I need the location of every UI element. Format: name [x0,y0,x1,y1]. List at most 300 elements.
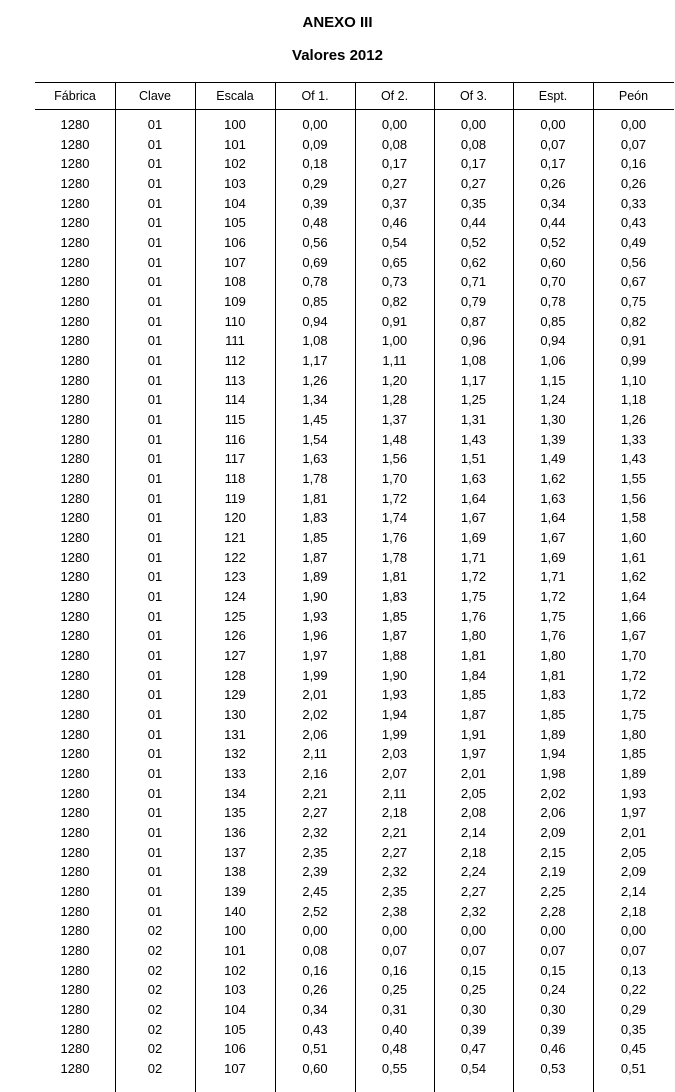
cell-of3: 2,32 [460,903,487,919]
cell-peon: 0,00 [620,923,647,939]
cell-espt: 0,85 [540,313,566,329]
cell-of3: 1,87 [460,707,487,723]
cell-peon: 1,72 [620,687,647,703]
cell-fabrica: 1280 [60,136,90,152]
cell-fabrica: 1280 [60,903,90,919]
cell-clave: 01 [147,707,163,723]
cell-escala: 103 [224,176,246,191]
cell-escala: 135 [224,805,246,821]
cell-of3: 0,00 [460,923,487,939]
cell-peon: 0,00 [620,117,647,132]
cell-fabrica: 1280 [60,864,90,880]
cell-escala: 100 [224,117,246,132]
cell-fabrica: 1280 [60,451,90,467]
cell-of3: 1,75 [460,589,487,605]
cell-peon: 0,35 [620,1021,647,1037]
cell-clave: 01 [147,392,163,408]
cell-fabrica: 1280 [60,726,90,742]
cell-escala: 130 [224,707,246,723]
cell-of2: 1,83 [381,589,408,605]
cell-fabrica: 1280 [60,1021,90,1037]
cell-of3: 2,01 [460,766,487,782]
cell-of3: 0,62 [460,254,487,270]
cell-clave: 01 [147,510,163,526]
cell-peon: 1,55 [620,471,647,487]
cell-of2: 0,82 [381,294,408,310]
cell-fabrica: 1280 [60,313,90,329]
cell-of1: 1,99 [302,667,328,683]
cell-of3: 1,67 [460,510,487,526]
cell-escala: 110 [224,313,246,329]
cell-escala: 100 [224,923,246,939]
cell-fabrica: 1280 [60,648,90,664]
cell-fabrica: 1280 [60,274,90,290]
cell-of2: 0,08 [381,136,408,152]
cell-fabrica: 1280 [60,982,90,998]
document-title: ANEXO III [302,14,373,31]
cell-of2: 1,56 [381,451,408,467]
cell-espt: 0,44 [540,215,566,231]
column-divider [593,82,594,1092]
cell-of3: 1,63 [460,471,487,487]
cell-espt: 0,39 [540,1021,566,1037]
cell-peon: 1,75 [620,707,647,723]
cell-escala: 115 [224,412,246,428]
header-of1: Of 1. [301,89,329,103]
cell-clave: 01 [147,215,163,231]
cell-fabrica: 1280 [60,117,90,132]
cell-clave: 01 [147,589,163,605]
cell-clave: 02 [147,1061,163,1077]
header-clave: Clave [139,89,171,103]
cell-peon: 1,93 [620,785,647,801]
cell-peon: 1,43 [620,451,647,467]
cell-of3: 0,79 [460,294,487,310]
column-divider [513,82,514,1092]
cell-of1: 0,29 [302,176,328,191]
cell-espt: 2,28 [540,903,566,919]
cell-of3: 0,30 [460,1002,487,1018]
cell-espt: 0,46 [540,1041,566,1057]
cell-of1: 0,08 [302,943,328,959]
cell-espt: 1,49 [540,451,566,467]
cell-fabrica: 1280 [60,549,90,565]
cell-of2: 1,81 [381,569,408,585]
cell-espt: 1,81 [540,667,566,683]
cell-peon: 0,82 [620,313,647,329]
cell-espt: 1,39 [540,431,566,447]
cell-peon: 1,62 [620,569,647,585]
cell-peon: 1,70 [620,648,647,664]
cell-of3: 1,31 [460,412,487,428]
cell-escala: 136 [224,825,246,841]
cell-of2: 1,74 [381,510,408,526]
cell-of2: 1,87 [381,628,408,644]
cell-escala: 123 [224,569,246,585]
cell-peon: 2,05 [620,844,647,860]
column-divider [275,82,276,1092]
cell-of2: 0,91 [381,313,408,329]
cell-of3: 0,54 [460,1061,487,1077]
column-divider [434,82,435,1092]
cell-of1: 0,39 [302,195,328,211]
cell-clave: 01 [147,766,163,782]
cell-of3: 1,25 [460,392,487,408]
cell-peon: 0,45 [620,1041,647,1057]
cell-escala: 101 [224,943,246,959]
cell-of1: 0,18 [302,156,328,172]
header-of2: Of 2. [380,89,409,103]
cell-of2: 0,16 [381,962,408,978]
cell-clave: 01 [147,274,163,290]
cell-peon: 1,67 [620,628,647,644]
cell-of2: 1,94 [381,707,408,723]
cell-of2: 2,35 [381,884,408,900]
cell-of1: 0,16 [302,962,328,978]
cell-escala: 102 [224,156,246,172]
cell-of3: 1,91 [460,726,487,742]
cell-of1: 1,83 [302,510,328,526]
cell-peon: 0,67 [620,274,647,290]
cell-escala: 134 [224,785,246,801]
cell-espt: 2,02 [540,785,566,801]
cell-of3: 2,18 [460,844,487,860]
cell-peon: 0,07 [620,136,647,152]
cell-fabrica: 1280 [60,176,90,191]
cell-of1: 2,21 [302,785,328,801]
cell-of1: 2,02 [302,707,328,723]
cell-of1: 2,32 [302,825,328,841]
cell-espt: 0,94 [540,333,566,349]
header-escala: Escala [216,89,254,103]
cell-espt: 0,70 [540,274,566,290]
cell-of2: 0,00 [381,117,408,132]
cell-fabrica: 1280 [60,746,90,762]
cell-clave: 01 [147,746,163,762]
cell-escala: 104 [224,195,246,211]
cell-of2: 1,00 [381,333,408,349]
cell-of2: 0,54 [381,235,408,251]
cell-of2: 0,25 [381,982,408,998]
cell-of3: 1,81 [460,648,487,664]
cell-fabrica: 1280 [60,294,90,310]
cell-fabrica: 1280 [60,785,90,801]
header-of3: Of 3. [459,89,488,103]
cell-fabrica: 1280 [60,608,90,624]
cell-escala: 107 [224,1061,246,1077]
cell-peon: 1,97 [620,805,647,821]
cell-of2: 2,03 [381,746,408,762]
cell-escala: 101 [224,136,246,152]
cell-peon: 0,29 [620,1002,647,1018]
cell-peon: 1,89 [620,766,647,782]
cell-clave: 01 [147,117,163,132]
cell-of2: 2,21 [381,825,408,841]
cell-peon: 0,16 [620,156,647,172]
cell-of2: 0,17 [381,156,408,172]
cell-of3: 0,87 [460,313,487,329]
cell-espt: 1,85 [540,707,566,723]
cell-fabrica: 1280 [60,510,90,526]
cell-of2: 1,88 [381,648,408,664]
cell-escala: 120 [224,510,246,526]
cell-clave: 01 [147,884,163,900]
cell-of1: 2,45 [302,884,328,900]
cell-fabrica: 1280 [60,825,90,841]
cell-of1: 0,78 [302,274,328,290]
cell-clave: 01 [147,313,163,329]
cell-escala: 125 [224,608,246,624]
cell-of2: 1,28 [381,392,408,408]
cell-of3: 1,71 [460,549,487,565]
cell-fabrica: 1280 [60,687,90,703]
cell-espt: 1,71 [540,569,566,585]
cell-escala: 128 [224,667,246,683]
cell-of2: 0,40 [381,1021,408,1037]
cell-of1: 1,85 [302,530,328,546]
cell-escala: 140 [224,903,246,919]
cell-peon: 0,07 [620,943,647,959]
cell-clave: 02 [147,1002,163,1018]
cell-espt: 1,63 [540,490,566,506]
cell-espt: 2,15 [540,844,566,860]
cell-escala: 106 [224,1041,246,1057]
cell-escala: 114 [224,392,246,408]
cell-fabrica: 1280 [60,490,90,506]
cell-escala: 133 [224,766,246,782]
cell-of2: 0,07 [381,943,408,959]
cell-of2: 2,11 [382,785,407,801]
cell-peon: 1,64 [620,589,647,605]
cell-escala: 127 [224,648,246,664]
cell-of3: 0,47 [460,1041,487,1057]
cell-of3: 1,97 [460,746,487,762]
cell-espt: 0,53 [540,1061,566,1077]
header-fabrica: Fábrica [54,89,96,103]
cell-fabrica: 1280 [60,235,90,251]
cell-peon: 1,66 [620,608,647,624]
cell-of3: 0,35 [460,195,487,211]
cell-of1: 0,94 [302,313,328,329]
cell-of2: 1,78 [381,549,408,565]
cell-of2: 1,70 [381,471,408,487]
cell-of1: 0,34 [302,1002,328,1018]
cell-espt: 1,80 [540,648,566,664]
cell-of1: 1,63 [302,451,328,467]
cell-peon: 0,33 [620,195,647,211]
cell-of1: 1,78 [302,471,328,487]
cell-escala: 106 [224,235,246,251]
cell-of2: 1,93 [381,687,408,703]
cell-of1: 1,81 [302,490,328,506]
header-espt: Espt. [538,89,568,103]
cell-of1: 2,52 [302,903,328,919]
cell-escala: 109 [224,294,246,310]
cell-clave: 02 [147,982,163,998]
cell-of1: 2,01 [302,687,328,703]
cell-peon: 1,61 [620,549,647,565]
cell-espt: 0,07 [540,943,566,959]
cell-fabrica: 1280 [60,156,90,172]
cell-of3: 1,72 [460,569,487,585]
document-subtitle: Valores 2012 [292,47,383,64]
cell-clave: 02 [147,962,163,978]
cell-clave: 01 [147,353,163,369]
cell-of2: 1,20 [381,372,408,388]
cell-of1: 2,06 [302,726,328,742]
cell-escala: 118 [224,471,246,487]
cell-clave: 01 [147,372,163,388]
cell-escala: 132 [224,746,246,762]
cell-peon: 0,49 [620,235,647,251]
cell-escala: 107 [224,254,246,270]
cell-of1: 1,90 [302,589,328,605]
cell-espt: 2,19 [540,864,566,880]
cell-fabrica: 1280 [60,962,90,978]
cell-of3: 1,76 [460,608,487,624]
cell-espt: 1,67 [540,530,566,546]
cell-escala: 121 [224,530,246,546]
cell-of2: 2,27 [381,844,408,860]
cell-espt: 1,06 [540,353,566,369]
cell-of2: 2,38 [381,903,408,919]
cell-fabrica: 1280 [60,766,90,782]
cell-peon: 1,56 [620,490,647,506]
cell-clave: 02 [147,943,163,959]
cell-of3: 1,17 [460,372,487,388]
cell-espt: 1,72 [540,589,566,605]
cell-clave: 01 [147,844,163,860]
cell-peon: 2,09 [620,864,647,880]
cell-of1: 1,96 [302,628,328,644]
cell-of2: 2,07 [381,766,408,782]
cell-espt: 1,83 [540,687,566,703]
cell-escala: 129 [224,687,246,703]
cell-espt: 0,17 [540,156,566,172]
cell-peon: 1,58 [620,510,647,526]
column-divider [115,82,116,1092]
cell-fabrica: 1280 [60,923,90,939]
cell-of2: 2,32 [381,864,408,880]
cell-clave: 02 [147,1041,163,1057]
cell-espt: 1,24 [540,392,566,408]
cell-of1: 0,51 [302,1041,328,1057]
cell-peon: 0,22 [620,982,647,998]
cell-of2: 0,31 [381,1002,408,1018]
cell-escala: 137 [224,844,246,860]
cell-of1: 0,00 [302,923,328,939]
cell-of1: 2,27 [302,805,328,821]
cell-espt: 0,30 [540,1002,566,1018]
cell-fabrica: 1280 [60,392,90,408]
cell-escala: 112 [224,353,246,369]
cell-clave: 01 [147,412,163,428]
cell-peon: 2,14 [620,884,647,900]
cell-of1: 0,60 [302,1061,328,1077]
cell-of2: 0,48 [381,1041,408,1057]
cell-espt: 1,64 [540,510,566,526]
cell-of3: 1,80 [460,628,487,644]
cell-of1: 1,26 [302,372,328,388]
cell-escala: 104 [224,1002,246,1018]
cell-of1: 2,16 [302,766,328,782]
cell-fabrica: 1280 [60,1041,90,1057]
cell-fabrica: 1280 [60,215,90,231]
cell-of3: 2,27 [460,884,487,900]
cell-espt: 2,06 [540,805,566,821]
cell-clave: 01 [147,156,163,172]
cell-of3: 0,27 [460,176,487,191]
cell-escala: 117 [224,451,246,467]
cell-of1: 0,09 [302,136,328,152]
cell-of3: 1,84 [460,667,487,683]
cell-clave: 01 [147,864,163,880]
cell-of3: 0,52 [460,235,487,251]
cell-of3: 2,24 [460,864,487,880]
cell-of2: 1,72 [381,490,408,506]
cell-peon: 1,72 [620,667,647,683]
cell-fabrica: 1280 [60,412,90,428]
cell-clave: 01 [147,667,163,683]
cell-espt: 0,07 [540,136,566,152]
cell-peon: 0,51 [620,1061,647,1077]
cell-fabrica: 1280 [60,195,90,211]
cell-clave: 02 [147,1021,163,1037]
cell-of3: 0,39 [460,1021,487,1037]
cell-of2: 1,11 [382,353,407,369]
cell-espt: 0,60 [540,254,566,270]
cell-espt: 0,52 [540,235,566,251]
cell-clave: 01 [147,195,163,211]
cell-espt: 0,15 [540,962,566,978]
cell-espt: 0,00 [540,117,566,132]
cell-escala: 105 [224,1021,246,1037]
cell-of3: 1,51 [460,451,487,467]
cell-fabrica: 1280 [60,254,90,270]
cell-espt: 1,98 [540,766,566,782]
cell-espt: 1,62 [540,471,566,487]
cell-peon: 0,99 [620,353,647,369]
cell-fabrica: 1280 [60,471,90,487]
cell-of2: 1,48 [381,431,408,447]
cell-peon: 0,56 [620,254,647,270]
cell-fabrica: 1280 [60,1002,90,1018]
cell-fabrica: 1280 [60,844,90,860]
cell-of1: 1,97 [302,648,328,664]
cell-escala: 108 [224,274,246,290]
cell-of1: 1,89 [302,569,328,585]
cell-escala: 124 [224,589,246,605]
cell-espt: 1,69 [540,549,566,565]
cell-of2: 0,55 [381,1061,408,1077]
cell-clave: 01 [147,471,163,487]
cell-clave: 01 [147,805,163,821]
cell-of2: 1,37 [381,412,408,428]
cell-of3: 0,15 [460,962,487,978]
cell-clave: 01 [147,235,163,251]
cell-escala: 113 [224,372,246,388]
cell-of1: 2,39 [302,864,328,880]
cell-peon: 1,33 [620,431,647,447]
cell-escala: 105 [224,215,246,231]
cell-of3: 0,07 [460,943,487,959]
cell-of3: 1,08 [460,353,487,369]
cell-of3: 1,85 [460,687,487,703]
cell-escala: 131 [224,726,246,742]
cell-clave: 01 [147,136,163,152]
cell-of3: 0,44 [460,215,487,231]
cell-of1: 0,69 [302,254,328,270]
